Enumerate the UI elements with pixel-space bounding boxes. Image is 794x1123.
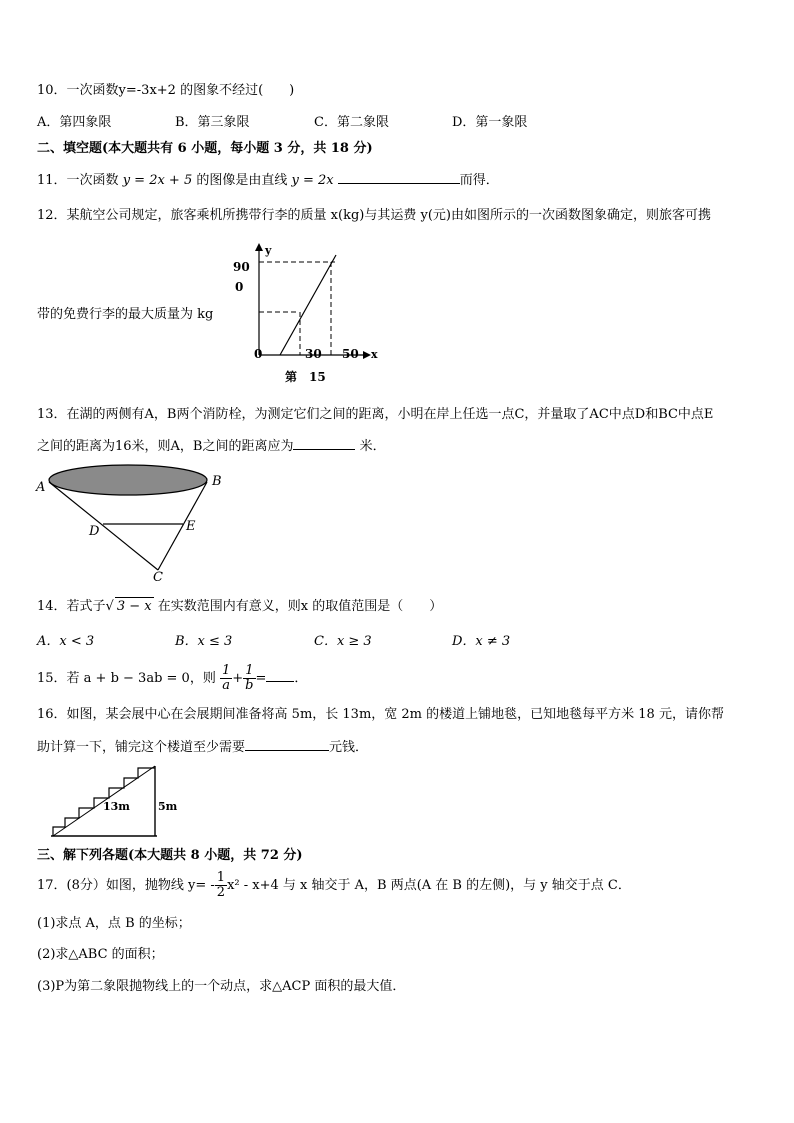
graph-caption: 第 15 [285,370,326,384]
q16-line2-pre: 助计算一下，铺完这个楼道至少需要 [37,740,246,755]
q15-eq: = [255,671,267,686]
q10-option-b: B．第三象限 [175,115,250,130]
q11-eq2: y = 2x [291,173,334,188]
q17-pre: 17．(8分）如图，抛物线 y= - [37,878,215,893]
q14-stem: 14．若式子√ 3 − x 在实数范围内有意义，则x 的取值范围是（ ） [37,599,443,614]
section-3-heading: 三、解下列各题(本大题共 8 小题，共 72 分) [37,848,303,863]
x-axis-arrow [363,351,371,359]
q13-line2-post: 米． [355,439,386,454]
q17-part3: (3)P为第二象限抛物线上的一个动点，求△ACP 面积的最大值． [37,979,406,994]
q16-answer-blank[interactable] [245,738,329,751]
q15-fraction-2: $\frac{1}{b}$ [245,663,254,693]
y-tick-0: 0 [235,280,244,294]
q10-option-d: D．第一象限 [452,115,528,130]
q14-post: 在实数范围内有意义，则x 的取值范围是（ ） [157,599,443,614]
label-e: E [186,519,196,534]
q15-pre: 15．若 a + b − 3ab = 0，则 [37,671,216,686]
q15 [37,663,307,695]
q10-stem: 10．一次函数y=-3x+2 的图象不经过( ) [37,83,295,98]
label-c: C [153,570,163,585]
q11-answer-blank[interactable] [338,171,460,184]
q11-mid: 的图像是由直线 [196,173,288,188]
y-tick-90: 90 [233,260,250,274]
q13-lake-diagram [30,462,230,586]
q16-line1: 16．如图，某会展中心在会展期间准备将高 5m，长 13m，宽 2m 的楼道上铺地毯，已知地毯每平方米 18 元，请你帮 [37,707,724,722]
q10-option-c: C．第二象限 [314,115,389,130]
x-axis-label: x [371,348,378,361]
q13-answer-blank[interactable] [293,437,355,450]
lake [49,465,207,495]
x-tick-50: 50 [342,347,359,361]
q14-option-a: A．x < 3 [37,634,95,649]
q14-radicand: 3 − x [116,599,152,614]
y-axis-label: y [265,244,272,257]
origin-label: 0 [254,347,263,361]
y-axis-arrow [255,243,263,251]
q14-option-d: D．x ≠ 3 [452,634,511,649]
q17-stem [37,870,631,902]
x-tick-30: 30 [305,347,322,361]
q12-graph [225,240,395,390]
q11-post: 而得． [459,173,499,188]
q14-option-b: B．x ≤ 3 [175,634,233,649]
label-5m: 5m [158,800,178,813]
q14-pre: 14．若式子 [37,599,106,614]
q17-post: x² - x+4 与 x 轴交于 A，B 两点(A 在 B 的左侧)，与 y 轴交于点 C． [227,878,631,893]
q11-pre: 11．一次函数 [37,173,119,188]
q17-part2: (2)求△ABC 的面积； [37,947,164,962]
q17-part1: (1)求点 A，点 B 的坐标； [37,916,191,931]
q11 [37,171,499,190]
q15-answer-blank[interactable] [266,669,294,682]
q15-fraction-1: $\frac{1}{a}$ [221,663,231,693]
fee-line [280,255,336,355]
q12-tail: 带的免费行李的最大质量为 kg [37,307,214,322]
label-d: D [89,524,100,539]
q13-line2 [37,437,386,456]
q16-line2 [37,738,368,757]
q15-post: ． [294,671,308,686]
q13-line1: 13．在湖的两侧有A，B两个消防栓，为测定它们之间的距离，小明在岸上任选一点C，并量取了AC中点D和BC中点E [37,407,714,422]
q12-stem: 12．某航空公司规定，旅客乘机所携带行李的质量 x(kg)与其运费 y(元)由如图所示的一次函数图象确定，则旅客可携 [37,208,711,223]
q14-option-c: C．x ≥ 3 [314,634,372,649]
q10-option-a: A．第四象限 [37,115,112,130]
q17-fraction: $\frac{1}{2}$ [216,870,226,900]
q16-line2-post: 元钱． [329,740,369,755]
line-bc [158,482,207,570]
q16-stairs-diagram [48,762,178,840]
q15-plus: + [232,671,244,686]
q13-line2-pre: 之间的距离为16米，则A，B之间的距离应为 [37,439,294,454]
label-13m: 13m [103,800,130,813]
section-2-heading: 二、填空题(本大题共有 6 小题，每小题 3 分，共 18 分) [37,141,373,156]
label-a: A [36,480,46,495]
q11-eq1: y = 2x + 5 [122,173,193,188]
label-b: B [212,474,222,489]
